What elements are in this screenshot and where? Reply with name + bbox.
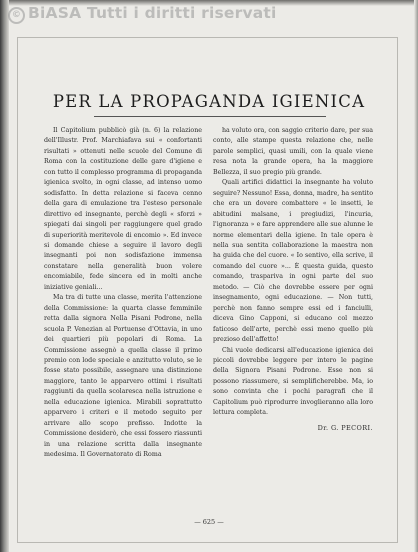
right-paragraph-2: Quali artifici didattici la insegnante ha voluto seguire? Nessuno! Essa, donna, madre, ha sentito che era un dovere combattere « le insetti, le abitudini malsane, i pregiudizi, l'incuria, l'ignoranza » e fare apprendere alle sue alunne le norme elementari della igiene. In tale opera è nella sua sentita collaborazione la maestra non ha guida che del cuore. « Io sentivo, ella scrive, il comando del cuore »... È questa guida, questo comando, traspariva in ogni parte del suo metodo. — Ciò che dovrebbe essere per ogni insegnamento, ogni educazione. — Non tutti, perchè non fanno sempre essi ed i fanciulli, diceva Gino Capponi, si educano col mezzo faticoso dell'arte, perchè essi meno quello più prezioso dell'affetto! (213, 179, 373, 344)
left-paragraph-1: Il Capitolium pubblicò già (n. 6) la relazione dell'Illustr. Prof. Marchiafava sui « confortanti risultati » ottenuti nelle scuole del Comune di Roma con la costituzione delle gare d'igiene e con tutto il complesso programma di propaganda igienica svolto, in ogni classe, ad intenso uomo sodisfatto. In detta relazione si faceva cenno della gara di emulazione tra l'esteso personale direttivo ed insegnante, perchè degli « sforzi » spiegati dai singoli per raggiungere quel grado di superiorità meritevole di encomio ». Ed invece si domande chiese a seguire il lavoro degli insegnanti poi non sodisfazione immensa constatare nella generalità buon volere encomiabile, fede sincera ed in molti anche iniziative geniali... (44, 127, 202, 291)
watermark (8, 4, 277, 24)
watermark-text: BiASA Tutti i diritti riservati (28, 4, 277, 22)
left-column (44, 126, 202, 461)
right-column (213, 126, 373, 433)
right-paragraph-3: Chi vuole dedicarsi all'educazione igienica dei piccoli dovrebbe leggere per intero le pagine della Signora Pisani Podrone. Esse non si possono riassumere, si semplificherebbe. Ma, io sono convinta che i pochi paragrafi che il Capitolium può riprodurre invoglieranno alla loro lettura completa. (213, 346, 373, 417)
scan-edge-left (0, 0, 9, 552)
left-paragraph-2: Ma tra di tutte una classe, merita l'attenzione della Commissione: la quarta classe femminile retta dalla signora Nella Pisani Podrone, nella scuola P. Venezian al Portuense d'Ottavia, in uno dei quartieri più popolari di Roma. La Commissione assegnò a quella classe il primo premio con lode speciale e anzitutto voluto, se le fosse stato possibile, assegnare una distinzione maggiore, tanto le apparvero ottimi i risultati raggiunti da quella scolaresca nella istruzione e nella educazione igienica. Mirabili soprattutto apparvero i criteri e il metodo seguito per arrivare allo scopo prefisso. Indotte la Commissione desiderò, che essi fossero riassunti in una relazione scritta dalla insegnante medesima. Il Governatorato di Roma (44, 294, 202, 459)
scan-edge-right (414, 0, 418, 552)
copyright-icon: © (8, 7, 25, 24)
right-paragraph-1: ha voluto ora, con saggio criterio dare, per sua conto, alle stampe questa relazione che, nelle parole semplici, quasi umili, con la quale viene resa nota la grande opera, ha la maggiore Bellezza, il suo pregio più grande. (213, 127, 373, 176)
author-signature: Dr. G. PECORI. (317, 423, 373, 432)
page-number: — 625 — (194, 518, 224, 526)
title-rule (94, 116, 326, 117)
article-title: PER LA PROPAGANDA IGIENICA (52, 92, 366, 111)
